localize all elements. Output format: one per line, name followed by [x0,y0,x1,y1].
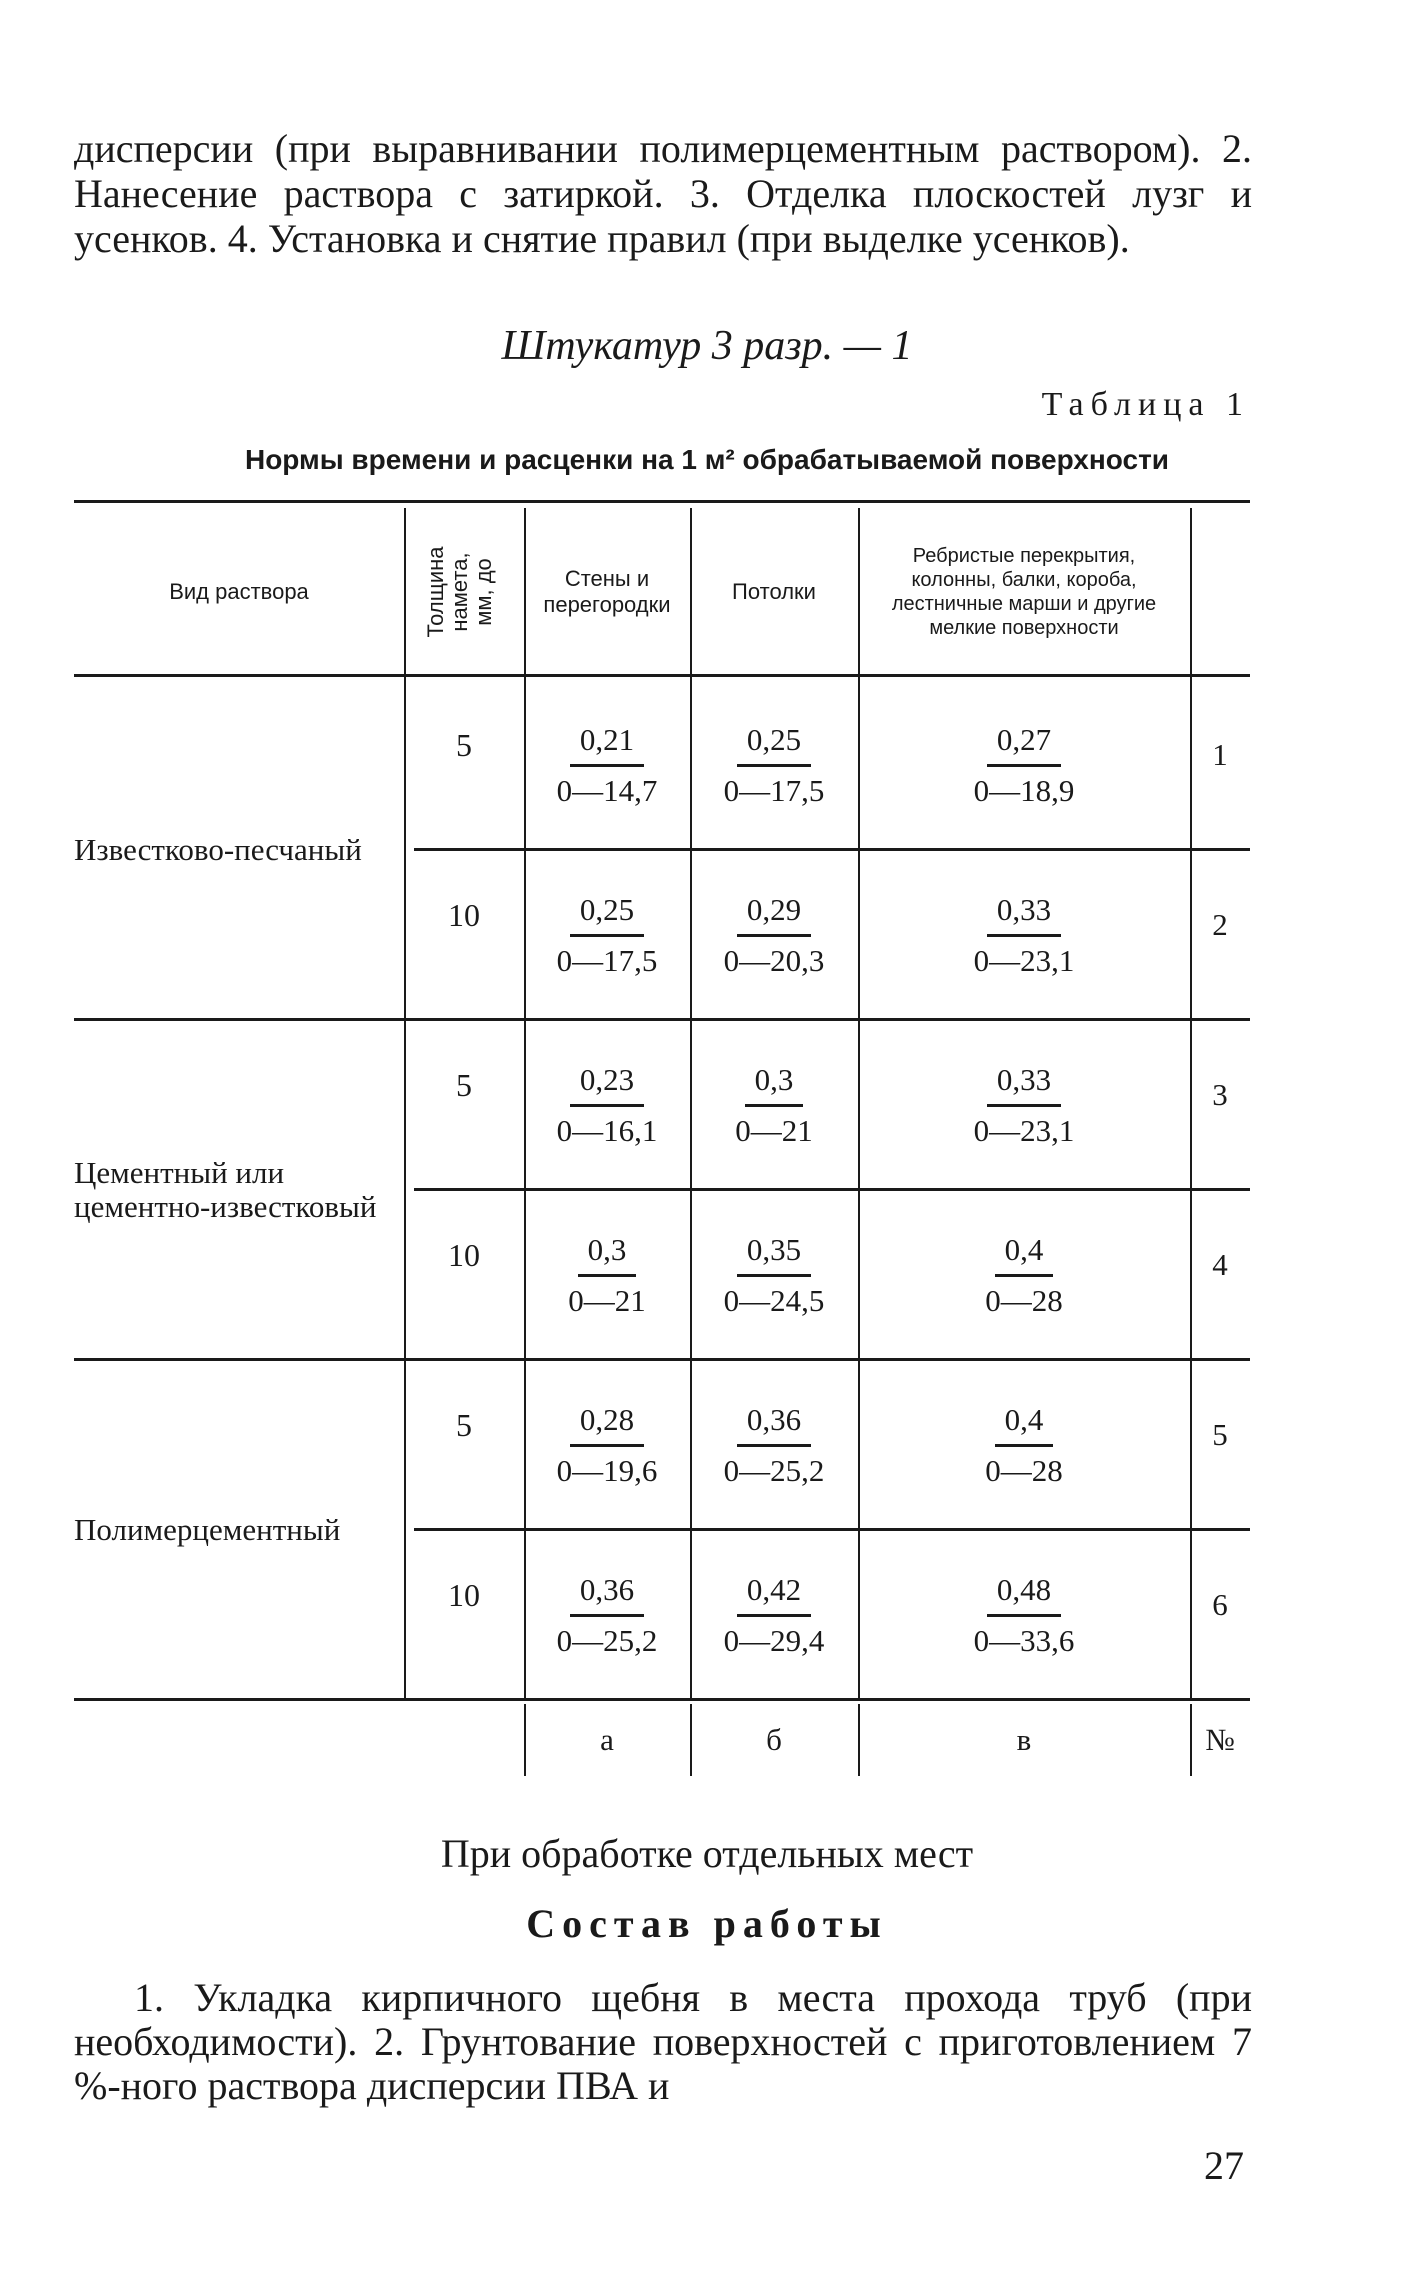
time-norm: 0,23 [570,1060,644,1107]
rate-cell-c [858,1190,1190,1360]
header-walls: Стены и перегородки [543,566,671,617]
header-ribbed-surfaces: Ребристые перекрытия, колонны, балки, короба, лестничные марши и другие мелкие поверхности [891,545,1157,639]
column-label-a: а [600,1722,614,1757]
rate-price: 0—17,5 [556,942,658,978]
section-heading: При обработке отдельных мест [440,1831,974,1876]
rate-price: 0—17,5 [723,772,825,808]
time-norm: 0,3 [578,1230,637,1277]
rate-price: 0—23,1 [973,942,1075,978]
rate-cell-c [858,680,1190,850]
time-norm: 0,28 [570,1400,644,1447]
time-norm: 0,3 [745,1060,804,1107]
rate-cell-c [858,850,1190,1020]
rate-cell-b [690,850,858,1020]
rate-price: 0—24,5 [723,1282,825,1318]
rate-cell-c [858,1530,1190,1700]
rate-price: 0—23,1 [973,1112,1075,1148]
row-number: 5 [1212,1417,1228,1452]
rate-fraction [724,1570,825,1661]
time-norm: 0,4 [995,1400,1054,1447]
thickness-value: 5 [456,1406,472,1443]
thickness-value: 5 [456,726,472,763]
header-solution-type: Вид раствора [169,579,309,604]
rate-price: 0—18,9 [973,772,1075,808]
rate-fraction [568,1230,646,1321]
time-norm: 0,33 [987,1060,1061,1107]
rate-fraction [557,1060,658,1151]
rate-cell-b [690,1360,858,1530]
rate-price: 0—29,4 [723,1622,825,1658]
solution-type-label: Известково-песчаный [74,832,362,867]
rate-cell-a [524,1360,690,1530]
table-top-rule [74,500,1250,503]
time-norm: 0,36 [570,1570,644,1617]
rate-fraction [724,720,825,811]
rate-price: 0—25,2 [723,1452,825,1488]
rate-cell-a [524,1190,690,1360]
rate-fraction [985,1400,1063,1491]
rate-cell-b [690,1190,858,1360]
time-norm: 0,25 [737,720,811,767]
rate-price: 0—16,1 [556,1112,658,1148]
rate-price: 0—14,7 [556,772,658,808]
work-composition-paragraph: 1. Укладка кирпичного щебня в места прохода труб (при необходимости). 2. Грунтование поверхностей с приготовлением 7 %-ного раствора дисперсии ПВА и [74,1975,1252,2108]
time-norm: 0,29 [737,890,811,937]
header-ceilings: Потолки [732,579,816,604]
rate-price: 0—21 [568,1282,646,1318]
rate-price: 0—20,3 [723,942,825,978]
time-norm: 0,27 [987,720,1061,767]
worker-grade-title: Штукатур 3 разр. — 1 [501,323,913,369]
rate-fraction [974,890,1075,981]
rate-price: 0—19,6 [556,1452,658,1488]
rate-cell-c [858,1360,1190,1530]
work-composition-heading: Состав работы [526,1901,888,1946]
row-number: 2 [1212,907,1228,942]
column-label-b: б [766,1722,782,1757]
time-norm: 0,48 [987,1570,1061,1617]
time-norm: 0,36 [737,1400,811,1447]
time-norm: 0,42 [737,1570,811,1617]
rate-cell-a [524,1020,690,1190]
solution-type-label: Цементный или цементно-известковый [74,1155,377,1224]
rate-cell-a [524,680,690,850]
row-number: 3 [1212,1077,1228,1112]
rate-cell-b [690,1530,858,1700]
header-thickness: Толщина намета, мм, до [423,546,496,638]
thickness-value: 10 [448,896,480,933]
rate-fraction [974,720,1075,811]
column-label-c: в [1016,1722,1032,1757]
time-norm: 0,4 [995,1230,1054,1277]
rate-cell-a [524,1530,690,1700]
group-separator [74,1698,1250,1701]
rate-cell-a [524,850,690,1020]
rate-price: 0—33,6 [973,1622,1075,1658]
rate-fraction [724,1400,825,1491]
rate-fraction [557,890,658,981]
thickness-value: 10 [448,1236,480,1273]
rate-fraction [974,1060,1075,1151]
row-number: 4 [1212,1247,1228,1282]
rate-cell-c [858,1020,1190,1190]
thickness-value: 10 [448,1576,480,1613]
rate-fraction [735,1060,813,1151]
time-norm: 0,33 [987,890,1061,937]
row-number: 1 [1212,737,1228,772]
norms-table [74,500,1250,1770]
rate-fraction [985,1230,1063,1321]
rate-fraction [724,1230,825,1321]
rate-cell-b [690,680,858,850]
rate-price: 0—28 [985,1452,1063,1488]
rate-fraction [724,890,825,981]
time-norm: 0,35 [737,1230,811,1277]
table-caption: Нормы времени и расценки на 1 м² обрабатываемой поверхности [244,444,1170,475]
thickness-value: 5 [456,1066,472,1103]
time-norm: 0,21 [570,720,644,767]
rate-fraction [557,1570,658,1661]
row-number: 6 [1212,1587,1228,1622]
rate-price: 0—28 [985,1282,1063,1318]
rate-fraction [974,1570,1075,1661]
time-norm: 0,25 [570,890,644,937]
table-number: Таблица 1 [1041,386,1250,423]
intro-paragraph: дисперсии (при выравнивании полимерцементным раствором). 2. Нанесение раствора с затиркой. 3. Отделка плоскостей лузг и усенков. 4. Установка и снятие правил (при выделке усенков). [74,126,1252,261]
rate-price: 0—25,2 [556,1622,658,1658]
rate-fraction [557,720,658,811]
solution-type-label: Полимерцементный [74,1512,341,1547]
rate-fraction [557,1400,658,1491]
page-number: 27 [1204,2143,1244,2188]
rate-cell-b [690,1020,858,1190]
rate-price: 0—21 [735,1112,813,1148]
column-label-number: № [1205,1722,1235,1757]
